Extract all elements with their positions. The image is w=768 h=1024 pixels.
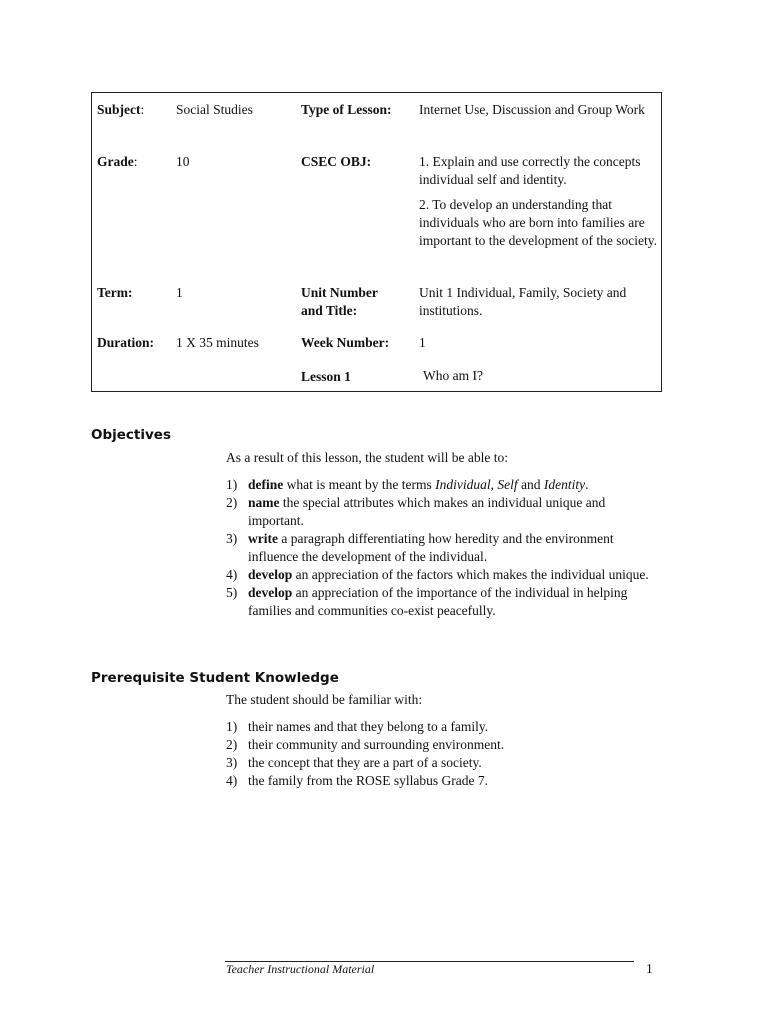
lesson-title-value: Who am I? [423, 368, 483, 383]
duration-value: 1 X 35 minutes [176, 335, 259, 350]
objective-item: 1) define what is meant by the terms Individual, Self and Identity. [226, 477, 589, 492]
grade-label: Grade: [97, 154, 138, 169]
grade-value: 10 [176, 154, 190, 169]
prerequisite-list [226, 718, 656, 790]
type-of-lesson-value: Internet Use, Discussion and Group Work [419, 102, 645, 117]
objectives-list [226, 476, 656, 620]
subject-label: Subject: [97, 102, 145, 117]
prerequisite-item: 4) the family from the ROSE syllabus Grade 7. [226, 773, 488, 788]
objective-item: 5) develop an appreciation of the importance of the individual in helping families and communities co-exist peacefully. [226, 585, 628, 618]
unit-title-value: Unit 1 Individual, Family, Society and institutions. [419, 285, 627, 318]
prerequisite-heading: Prerequisite Student Knowledge [91, 670, 339, 686]
week-number-value: 1 [419, 335, 426, 350]
csec-obj-label: CSEC OBJ: [301, 154, 372, 169]
unit-number-label: Unit Number and Title: [301, 285, 378, 318]
prerequisite-item: 2) their community and surrounding environment. [226, 737, 505, 752]
objectives-intro: As a result of this lesson, the student will be able to: [226, 450, 508, 465]
objective-item: 3) write a paragraph differentiating how heredity and the environment influence the development of the individual. [226, 531, 614, 564]
objective-item: 2) name the special attributes which makes an individual unique and important. [226, 495, 606, 528]
csec-objective-2: 2. To develop an understanding that individuals who are born into families are important to the development of the society. [419, 197, 657, 248]
objective-item: 4) develop an appreciation of the factors which makes the individual unique. [226, 567, 649, 582]
objectives-heading: Objectives [91, 427, 171, 443]
prerequisite-item: 3) the concept that they are a part of a society. [226, 755, 482, 770]
term-label: Term: [97, 285, 133, 300]
csec-objective-1: 1. Explain and use correctly the concepts individual self and identity. [419, 154, 641, 187]
duration-label: Duration: [97, 335, 154, 350]
week-number-label: Week Number: [301, 335, 390, 350]
lesson-label: Lesson 1 [301, 369, 351, 384]
prerequisite-intro: The student should be familiar with: [226, 692, 423, 707]
term-value: 1 [176, 285, 183, 300]
page-number: 1 [646, 961, 653, 976]
subject-value: Social Studies [176, 102, 253, 117]
type-of-lesson-label: Type of Lesson: [301, 102, 392, 117]
prerequisite-item: 1) their names and that they belong to a family. [226, 719, 489, 734]
footer-text: Teacher Instructional Material [226, 962, 375, 976]
